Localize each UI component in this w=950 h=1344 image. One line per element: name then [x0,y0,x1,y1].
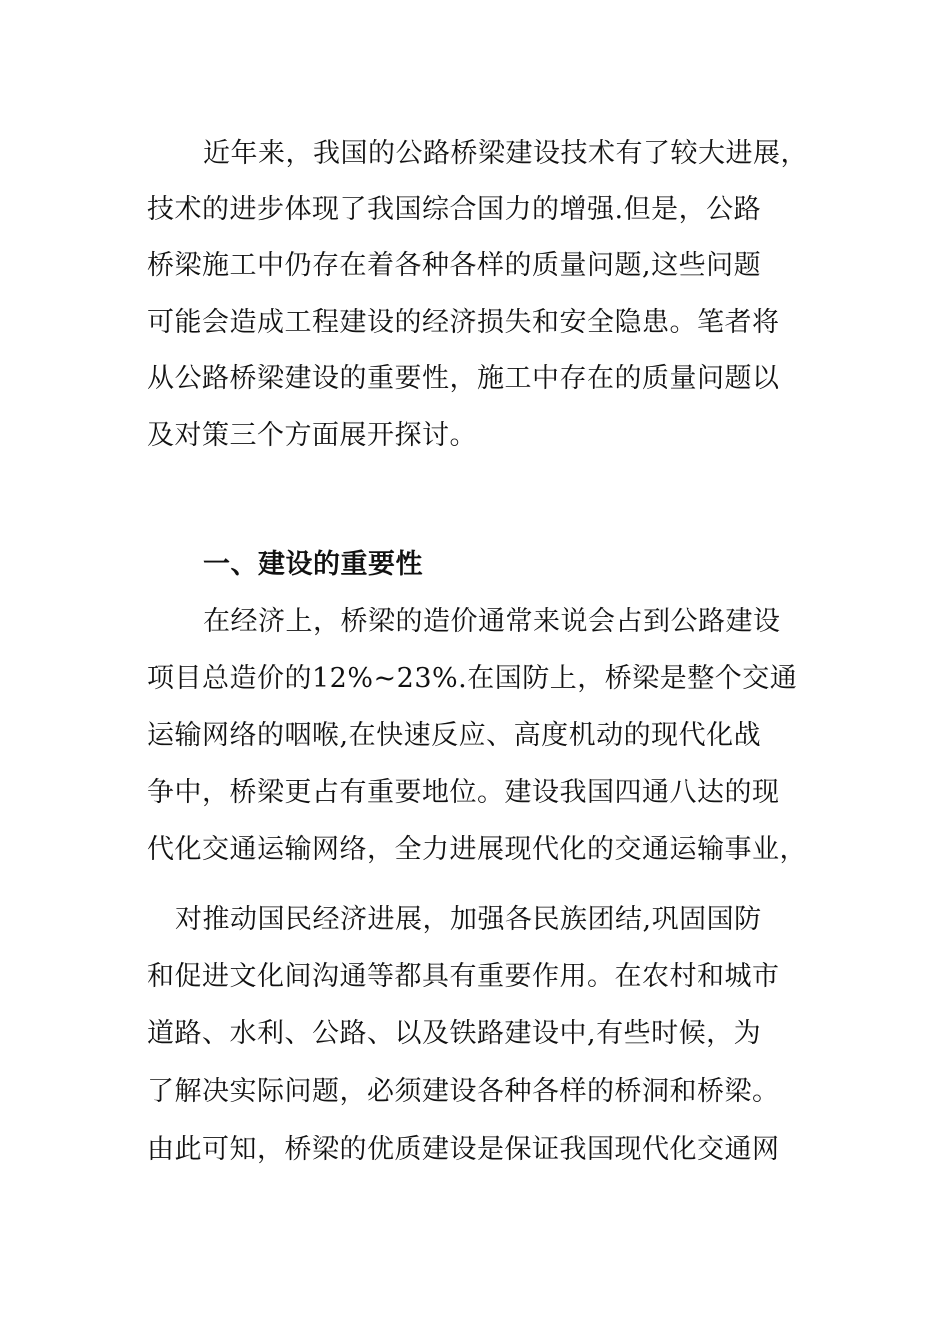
para2-line-3: 道路、水利、公路、以及铁路建设中,有些时候，为 [147,1018,762,1049]
intro-line-5: 从公路桥梁建设的重要性，施工中存在的质量问题以 [147,363,780,394]
intro-line-1: 近年来，我国的公路桥梁建设技术有了较大进展， [203,138,808,169]
para2-line-1: 对推动国民经济进展，加强各民族团结,巩固国防 [175,904,762,935]
para1-line-3: 运输网络的咽喉,在快速反应、高度机动的现代化战 [147,720,762,751]
intro-line-6: 及对策三个方面展开探讨。 [147,420,477,451]
para2-line-4: 了解决实际问题，必须建设各种各样的桥洞和桥梁。 [147,1076,780,1107]
section-heading: 一、建设的重要性 [203,549,423,580]
para2-line-5: 由此可知，桥梁的优质建设是保证我国现代化交通网 [147,1134,780,1165]
para1-line-2: 项目总造价的12%~23%.在国防上，桥梁是整个交通 [147,663,798,694]
para2-line-2: 和促进文化间沟通等都具有重要作用。在农村和城市 [147,961,780,992]
intro-line-3: 桥梁施工中仍存在着各种各样的质量问题,这些问题 [147,250,762,281]
para1-line-4: 争中，桥梁更占有重要地位。建设我国四通八达的现 [147,777,780,808]
intro-line-4: 可能会造成工程建设的经济损失和安全隐患。笔者将 [147,307,780,338]
para1-line-1: 在经济上，桥梁的造价通常来说会占到公路建设 [203,606,781,637]
para1-line-5: 代化交通运输网络，全力进展现代化的交通运输事业， [147,834,807,865]
intro-line-2: 技术的进步体现了我国综合国力的增强.但是，公路 [147,194,762,225]
